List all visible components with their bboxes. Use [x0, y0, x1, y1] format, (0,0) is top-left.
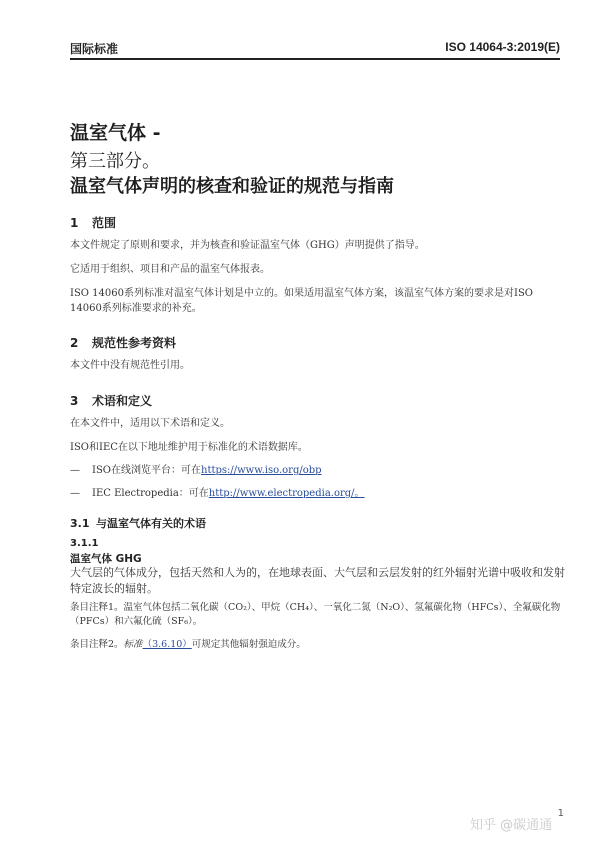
subsection-3-1-heading	[70, 515, 206, 531]
list-item-text: IEC Electropedia：可在	[92, 488, 209, 499]
section-number: 1	[70, 216, 79, 230]
list-dash: —	[70, 488, 80, 499]
section-1-paragraph-3: ISO 14060系列标准对温室气体计划是中立的。如果适用温室气体方案，该温室气体方案的要求是对ISO 14060系列标准要求的补充。	[70, 288, 533, 314]
section-3-paragraph-2: ISO和IEC在以下地址维护用于标准化的术语数据库。	[70, 442, 308, 453]
list-item-iso-obp	[70, 463, 560, 478]
section-title: 范围	[92, 216, 117, 230]
header-divider	[70, 58, 560, 60]
list-dash: —	[70, 465, 80, 476]
section-1-paragraph-2: 它适用于组织、项目和产品的温室气体报表。	[70, 264, 270, 275]
term-note-1: 条目注释1。温室气体包括二氧化碳（CO₂）、甲烷（CH₄）、一氧化二氮（N₂O）、氢氟碳化物（HFCs）、全氟碳化物（PFCs）和六氟化硫（SF₆）。	[70, 602, 561, 627]
document-title-line2: 温室气体声明的核查和验证的规范与指南	[70, 176, 394, 197]
section-title: 术语和定义	[92, 394, 153, 408]
section-number: 2	[70, 336, 79, 350]
page-number: 1	[557, 808, 564, 819]
section-number: 3	[70, 394, 79, 408]
note-italic-term: 标准	[123, 639, 143, 650]
document-part: 第三部分。	[70, 151, 160, 172]
section-2-paragraph-1: 本文件中没有规范性引用。	[70, 360, 190, 371]
note-suffix: 可规定其他辐射强迫成分。	[191, 639, 306, 650]
section-title: 规范性参考资料	[92, 336, 177, 350]
document-title-line1: 温室气体 -	[70, 122, 161, 144]
term-note-2	[70, 638, 566, 652]
note-prefix: 条目注释2。	[70, 639, 124, 650]
header-category: 国际标准	[70, 42, 119, 56]
section-3-paragraph-1: 在本文件中，适用以下术语和定义。	[70, 418, 230, 429]
section-1-heading	[70, 214, 116, 231]
iso-obp-link[interactable]: https://www.iso.org/obp	[201, 465, 322, 476]
subsection-title: 与温室气体有关的术语	[96, 517, 206, 530]
term-reference-link[interactable]: （3.6.10）	[142, 639, 192, 650]
term-number: 3.1.1	[70, 538, 99, 549]
header-standard-id: ISO 14064-3:2019(E)	[445, 40, 560, 54]
list-item-text: ISO在线浏览平台：可在	[92, 465, 201, 476]
section-2-heading	[70, 334, 176, 351]
section-3-heading	[70, 392, 152, 409]
term-name: 温室气体 GHG	[70, 553, 142, 565]
section-1-paragraph-1: 本文件规定了原则和要求，并为核查和验证温室气体（GHG）声明提供了指导。	[70, 240, 425, 251]
list-item-electropedia	[70, 486, 560, 501]
electropedia-link[interactable]: http://www.electropedia.org/。	[208, 488, 365, 499]
watermark: 知乎 @碳通通	[470, 818, 553, 833]
term-definition: 大气层的气体成分，包括天然和人为的，在地球表面、大气层和云层发射的红外辐射光谱中吸收和发射特定波长的辐射。	[70, 566, 565, 595]
subsection-number: 3.1	[70, 517, 90, 530]
